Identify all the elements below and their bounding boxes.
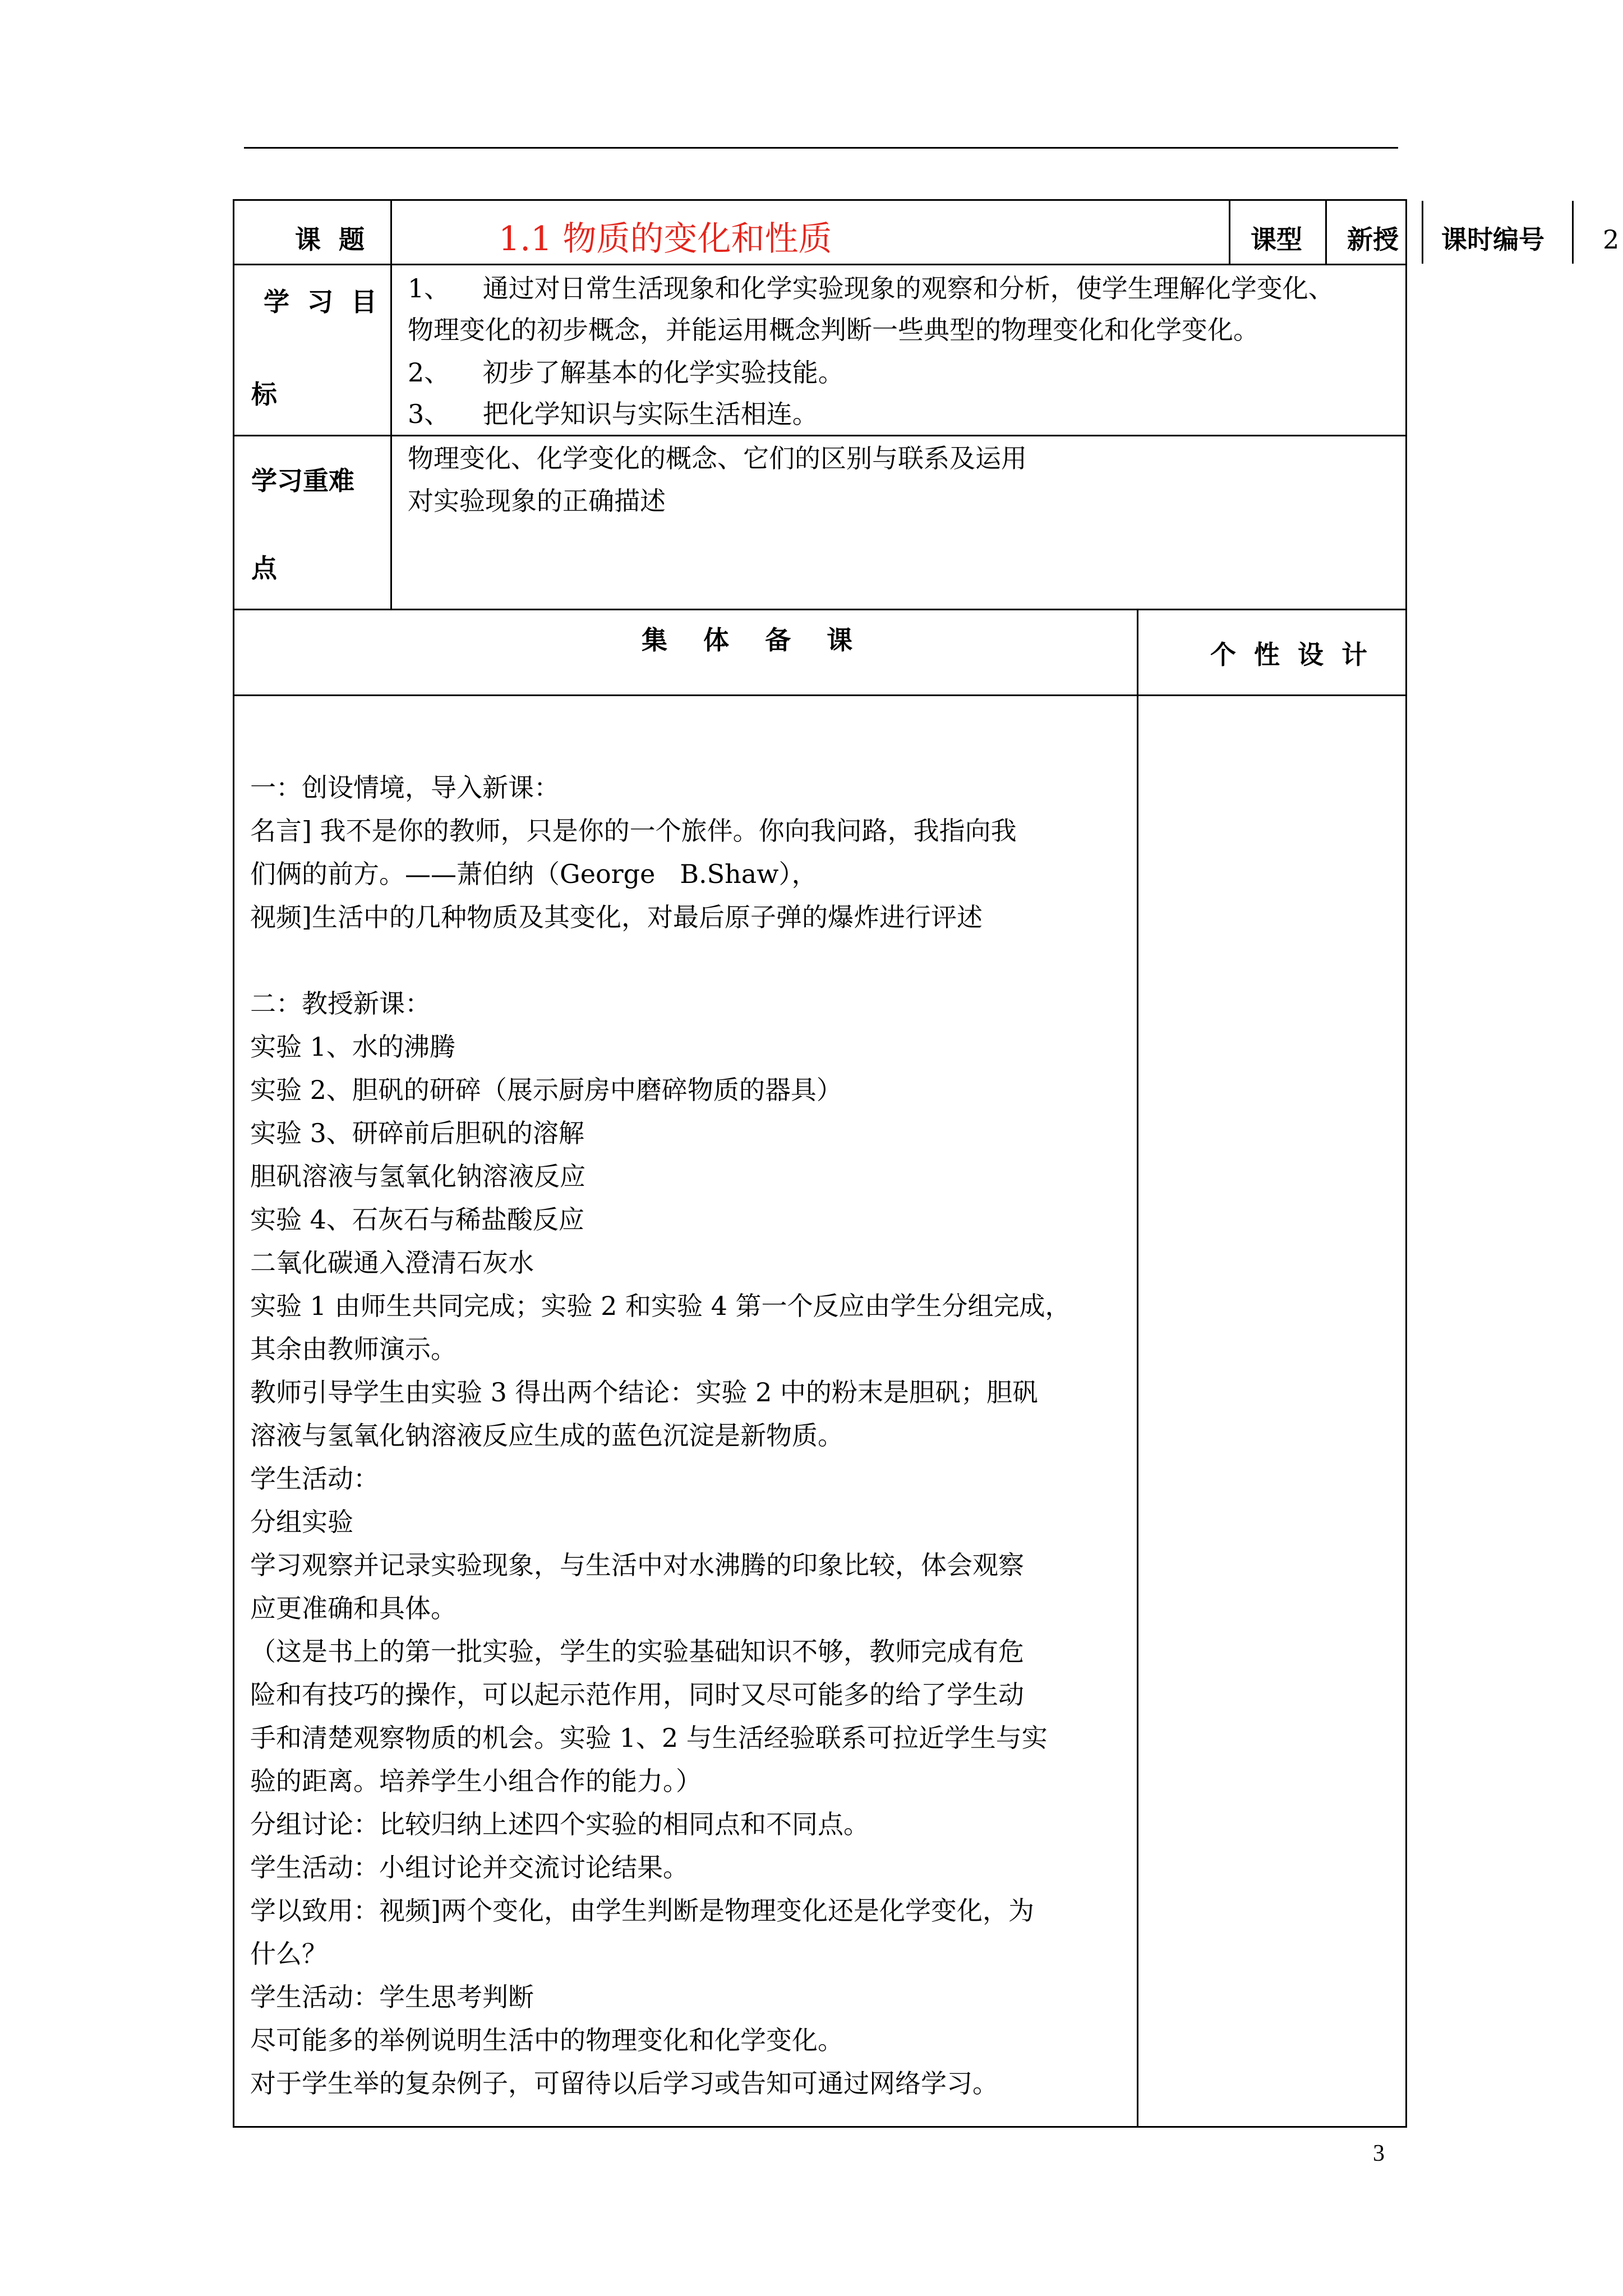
content-line: 其余由教师演示。 bbox=[250, 1334, 457, 1364]
type-value-cell bbox=[1327, 201, 1423, 264]
content-line: 学以致用：视频]两个变化，由学生判断是物理变化还是化学变化，为 bbox=[250, 1895, 1034, 1926]
content-line: 学生活动：学生思考判断 bbox=[250, 1982, 534, 2012]
key-points-label-cont: 点 bbox=[251, 553, 277, 583]
content-line: 们俩的前方。——萧伯纳（George B.Shaw）， bbox=[250, 859, 818, 889]
content-line: 二：教授新课： bbox=[250, 988, 431, 1019]
objective-line: 2、 初步了解基本的化学实验技能。 bbox=[408, 357, 844, 388]
content-line: 溶液与氢氧化钠溶液反应生成的蓝色沉淀是新物质。 bbox=[250, 1420, 843, 1451]
content-line: 实验 1 由师生共同完成；实验 2 和实验 4 第一个反应由学生分组完成， bbox=[250, 1291, 1071, 1321]
objective-line: 1、 通过对日常生活现象和化学实验现象的观察和分析，使学生理解化学变化、 bbox=[408, 273, 1334, 303]
key-point-line: 对实验现象的正确描述 bbox=[408, 486, 666, 516]
objectives-label-cont: 标 bbox=[251, 379, 277, 409]
content-line: 险和有技巧的操作，可以起示范作用，同时又尽可能多的给了学生动 bbox=[250, 1680, 1024, 1710]
content-row bbox=[233, 696, 1407, 2128]
content-line: 尽可能多的举例说明生活中的物理变化和化学变化。 bbox=[250, 2025, 843, 2055]
content-line: 一：创设情境，导入新课： bbox=[250, 772, 560, 803]
content-line: （这是书上的第一批实验，学生的实验基础知识不够，教师完成有危 bbox=[250, 1636, 1024, 1667]
content-line: 学生活动： bbox=[250, 1464, 379, 1494]
objectives-label-cell bbox=[234, 265, 392, 435]
serial-label-cell bbox=[1423, 201, 1574, 264]
content-line: 学习观察并记录实验现象，与生活中对水沸腾的印象比较，体会观察 bbox=[250, 1550, 1024, 1580]
content-lines bbox=[250, 766, 1131, 2105]
key-points-row bbox=[233, 436, 1407, 610]
content-line: 视频]生活中的几种物质及其变化，对最后原子弹的爆炸进行评述 bbox=[250, 902, 983, 932]
content-line: 分组讨论：比较归纳上述四个实验的相同点和不同点。 bbox=[250, 1809, 869, 1839]
type-label-cell bbox=[1230, 201, 1327, 264]
content-line: 验的距离。培养学生小组合作的能力。） bbox=[250, 1766, 702, 1796]
serial-label: 课时编号 bbox=[1441, 224, 1544, 255]
content-line: 胆矾溶液与氢氧化钠溶液反应 bbox=[250, 1161, 585, 1191]
personal-header-cell bbox=[1138, 610, 1405, 694]
content-line: 教师引导学生由实验 3 得出两个结论：实验 2 中的粉末是胆矾；胆矾 bbox=[250, 1377, 1039, 1407]
content-line: 名言] 我不是你的教师，只是你的一个旅伴。你向我问路，我指向我 bbox=[250, 816, 1017, 846]
content-line: 对于学生举的复杂例子，可留待以后学习或告知可通过网络学习。 bbox=[250, 2068, 998, 2099]
personal-design-cell bbox=[1138, 696, 1405, 2126]
title-row bbox=[233, 199, 1620, 265]
blank-line bbox=[250, 939, 1131, 982]
content-line: 实验 3、研碎前后胆矾的溶解 bbox=[250, 1118, 584, 1148]
objectives-row bbox=[233, 265, 1407, 436]
content-line: 什么？ bbox=[250, 1939, 328, 1969]
title-cell bbox=[392, 201, 1230, 264]
key-points-label: 学习重难 bbox=[251, 466, 354, 496]
objective-line: 物理变化的初步概念，并能运用概念判断一些典型的物理变化和化学变化。 bbox=[408, 315, 1259, 345]
content-line: 手和清楚观察物质的机会。实验 1、2 与生活经验联系可拉近学生与实 bbox=[250, 1723, 1048, 1753]
content-line: 实验 4、石灰石与稀盐酸反应 bbox=[250, 1204, 584, 1235]
objective-line: 3、 把化学知识与实际生活相连。 bbox=[408, 399, 818, 429]
collective-header-cell bbox=[234, 610, 1138, 694]
objectives-content-cell bbox=[392, 265, 1405, 435]
type-value: 新授 bbox=[1347, 224, 1399, 255]
personal-design-heading: 个 性 设 计 bbox=[1210, 639, 1368, 670]
title-label: 课 题 bbox=[295, 224, 365, 255]
collective-prep-heading: 集 体 备 课 bbox=[642, 625, 853, 655]
key-points-label-cell bbox=[234, 436, 392, 609]
content-line: 实验 1、水的沸腾 bbox=[250, 1032, 455, 1062]
key-point-line: 物理变化、化学变化的概念、它们的区别与联系及运用 bbox=[408, 443, 1027, 473]
section-header-row bbox=[233, 610, 1407, 696]
title-label-cell bbox=[234, 201, 392, 264]
content-line: 二氧化碳通入澄清石灰水 bbox=[250, 1248, 534, 1278]
collective-content-cell bbox=[234, 696, 1138, 2126]
type-label: 课型 bbox=[1251, 224, 1302, 255]
content-line: 实验 2、胆矾的研碎（展示厨房中磨碎物质的器具） bbox=[250, 1075, 842, 1105]
key-points-content-cell bbox=[392, 436, 1405, 609]
content-line: 学生活动：小组讨论并交流讨论结果。 bbox=[250, 1852, 689, 1883]
content-line: 应更准确和具体。 bbox=[250, 1593, 457, 1623]
content-line: 分组实验 bbox=[250, 1507, 353, 1537]
header-rule bbox=[244, 147, 1398, 149]
objectives-label: 学 习 目 bbox=[264, 287, 377, 317]
serial-value: 2 bbox=[1603, 224, 1620, 255]
lesson-title: 1.1 物质的变化和性质 bbox=[499, 219, 832, 259]
page-number: 3 bbox=[1373, 2141, 1385, 2166]
